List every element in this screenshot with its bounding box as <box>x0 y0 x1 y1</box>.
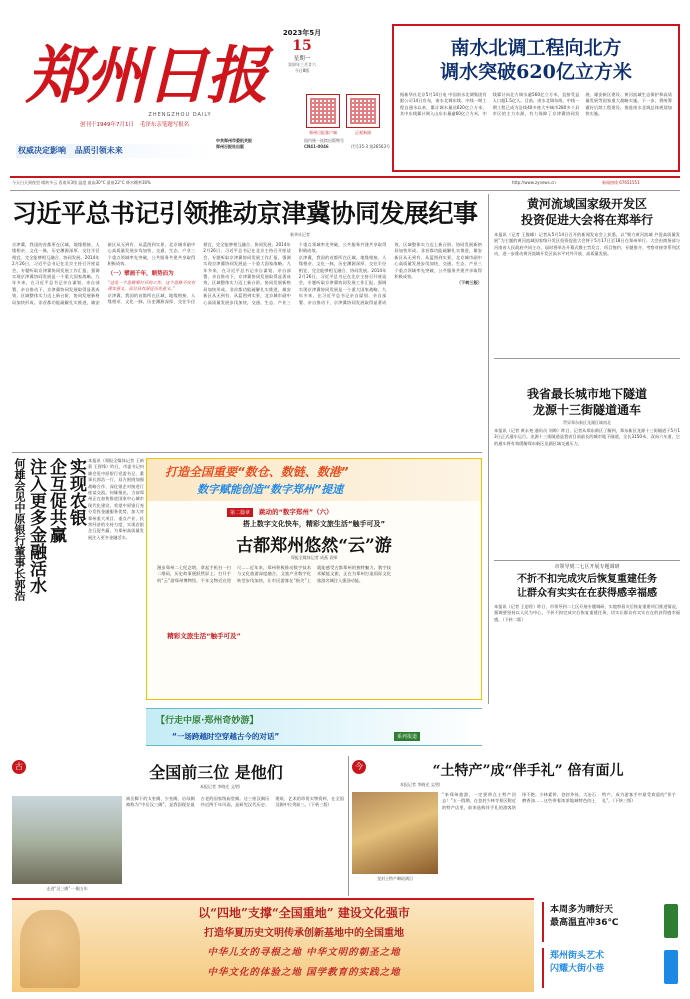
digital-section[interactable] <box>146 458 482 700</box>
lead-story-body <box>12 242 482 448</box>
digital-body: 漫步郑州二七纪念塔，拿起手机扫一扫二维码，历史故事便跃然屏上；打开手机“云”游郑州博物馆，千年文物近在咫尺……近年来，郑州积极推动数字技术与文化旅游深度融合，文旅产业数字化转型步伐加快，让市民游客在“指尖”上就能感受古都郑州的独特魅力。数字技术赋能文旅，正在为郑州打造国际文化旅游名城注入强劲动能。 <box>157 565 391 583</box>
issue-info <box>310 144 390 150</box>
right-rule-1 <box>494 358 680 359</box>
travel-divider <box>348 756 349 896</box>
digital-headline: 古都郑州悠然“云”游 <box>236 536 392 556</box>
top-story-headline-line1: 南水北调工程向北方 <box>450 37 622 59</box>
brief2-line2: 闪耀大街小巷 <box>550 964 605 974</box>
right-story-1[interactable] <box>494 196 680 356</box>
slogan-bar <box>16 144 212 158</box>
weather-rule <box>10 190 680 191</box>
right-story3-headline <box>494 573 680 601</box>
inscription: 毛泽东亲笔题写报名 <box>139 122 190 128</box>
digital-top-banner <box>147 459 481 501</box>
weather-forecast: 今天白天到夜里 晴转多云 西南风3级 温度 最高30°C 最低22°C 降水概率30% <box>12 180 151 185</box>
culture-line3: 中华儿女的寻根之地 中华文明的朝圣之地 <box>207 947 401 958</box>
top-story-box[interactable] <box>392 24 680 172</box>
left-headline-line3: 注入更多金融活水 <box>26 458 46 594</box>
right-column-divider <box>488 194 489 704</box>
series-label-tag: 第二篇章 <box>227 508 253 517</box>
weather-bar <box>12 180 678 189</box>
brief1-line1: 本周多为晴好天 <box>550 905 614 915</box>
lead-quote: “这是一个思路要打开的工作，这个思路不仅有现实意义，而且具有深远历史意义。” <box>107 280 196 292</box>
publisher-line2: 郑州日报社出版 <box>216 144 244 149</box>
qr-code-right[interactable] <box>346 94 380 128</box>
right-story2-headline <box>494 386 680 418</box>
travel-banner-sub: “一场跨越时空穿越古今的对话” <box>172 732 280 741</box>
issue-code: 代号35-3 <box>350 144 368 149</box>
travel-banner-tag: 系列报道 <box>394 732 420 741</box>
lead-story-headline[interactable]: 习近平总书记引领推动京津冀协同发展纪事 <box>12 199 478 228</box>
lead-story-byline: 新华社记者 <box>290 232 310 237</box>
travel-banner-title: 【行走中原·郑州奇妙游】 <box>156 716 259 726</box>
lead-section-title: （一）擘画千年，顺势而为 <box>107 270 174 277</box>
left-body: 本报讯（郑报全媒体记者 王新菊 王智锋）昨日，市委书记何雄会见中原银行党委书记、董事长郭浩一行，双方围绕加强战略合作、深化银企对接进行座谈交流。何雄指出，当前郑州正在加快推进国家中心城市现代化建设，希望中原银行充分发挥金融服务优势，加大对郑州重大项目、重点产业、民营经济的支持力度，实现农银企互促共赢，为郑州高质量发展注入更多金融活水。 <box>88 458 144 540</box>
travel-right-photo <box>352 792 438 874</box>
left-side-title: 何雄会见中原银行董事长郭浩 <box>13 458 26 601</box>
date-block <box>272 28 332 98</box>
brief-weather[interactable] <box>542 902 680 942</box>
publisher-line1: 中共郑州市委机关报 <box>216 138 252 143</box>
lead-body-part1: 京津冀，我国的首都所在区域，地缘相接、人缘相亲、文化一脉，历史渊源深厚、交往半径相宜，完全能够相互融合、协同发展。2014年2月26日，习近平总书记在北京主持召开座谈会，专题听取京津冀协同发展工作汇报，强调实现京津冀协同发展是一个重大国家战略。九年多来，在习近平总书记亲自谋划、亲自部署、亲自推动下，京津冀协同发展取得显著成效，区域整体实力迈上新台阶，协同发展新格局加快形成。非首都功能疏解扎实推进，雄安新区从无到有、从蓝图到实景，北京城市副中心高质量发展步伐加快，交通、生态、产业三个重点领域率先突破，公共服务共建共享取得积极成效。 <box>12 242 196 305</box>
culture-banner-art <box>20 910 80 988</box>
series-title: 跳动的“数字郑州”（六） <box>259 508 333 516</box>
qr-caption-left: 郑州日报客户端 <box>309 130 337 135</box>
right-rule-2 <box>494 560 680 561</box>
digital-inner-headline: 精彩文旅生活“触手可及” <box>167 632 241 640</box>
lunar-date: 癸卯年三月廿六 <box>288 62 316 67</box>
culture-line1: 以“四地”支撑“全国重地” 建设文化强市 <box>198 906 410 920</box>
news-hotline: 新闻热线 67651551 <box>602 180 640 185</box>
travel-right-body: “来郑州旅游，一定要带点土特产回去！”五一假期，在登封少林寺景区附近的特产店里，前来选购伴手礼的游客络绎不绝。少林素饼、登封芥丝、大冶石磨香油……这些带着浓浓地域特色的土特产，成为游客手中最受欢迎的“伴手礼”。（下转三版） <box>442 792 676 810</box>
top-story-body: 据新华社北京5月14日电 中国南水北调集团有限公司14日宣布，南水北调东线、中线一期工程自通水以来，累计调水量达620亿立方米，其中东线累计调入山东水量逾60亿立方米，中线累计向北方调水逾560亿立方米，直接受益人口超1.5亿人。目前，南水北调东线、中线一期工程已成为沿线40多座大中城市280多个县市区的主力水源，有力保障了京津冀协同发展、雄安新区建设、黄河流域生态保护和高质量发展等国家重大战略实施。下一步，将统筹做好后续工程建设，推进南水北调总体规划加快实施。 <box>400 92 672 117</box>
founded-date: 创刊于1949年7月1日 <box>80 122 134 128</box>
right-story1-headline-line2: 投资促进大会将在郑举行 <box>520 213 653 227</box>
edition-count: 今日8版 <box>294 68 310 73</box>
digital-banner-line1: 打造全国重要“数仓、数链、数港” <box>165 465 349 479</box>
left-headline-line2: 企互促共赢 <box>46 458 66 543</box>
travel-banner[interactable] <box>146 708 482 746</box>
masthead-pinyin: ZHENGZHOU DAILY <box>148 112 212 118</box>
culture-line2: 打造华夏历史文明传承创新基地中的全国重地 <box>204 928 404 939</box>
masthead-title: 郑州日报 <box>26 39 267 112</box>
culture-line4: 中华文化的体验之地 国学教育的实践之地 <box>207 967 401 978</box>
right-story-3[interactable] <box>494 564 680 700</box>
date-day: 15 <box>292 38 312 54</box>
masthead-rule <box>10 176 680 178</box>
right-story1-headline <box>494 196 680 228</box>
digital-byline: 郑报全媒体记者 成燕 袁帅 <box>290 555 338 560</box>
founded-info <box>80 122 300 129</box>
left-headline-line1: 实现农银 <box>66 458 86 526</box>
weekday: 星期一 <box>293 56 311 62</box>
travel-right-badge: 今 <box>352 760 366 774</box>
lead-continued: （下转三版） <box>456 280 482 286</box>
travel-right-byline: 本报记者 李晓光 文/图 <box>400 782 440 787</box>
publisher-info <box>216 138 396 162</box>
travel-right-headline[interactable]: “土特产”成“伴手礼” 倍有面儿 <box>432 763 624 779</box>
right-story2-headline-line1: 我省最长城市地下隧道 <box>526 387 647 401</box>
website[interactable]: http://www.zynews.cn <box>512 180 556 185</box>
right-story3-kicker: 市领导到二七区开展专题调研 <box>554 564 620 570</box>
right-story3-body: 本报讯（记者 王思俭）昨日，市领导到二七区开展专题调研，实地察看灾后恢复重建项目推进情况，强调要坚持以人民为中心，不折不扣完成灾后恢复重建任务，切实让群众有实实在在的获得感幸福感。（下转二版） <box>494 604 680 622</box>
travel-left-body: 嵩岳脚下的太室阙、少室阙、启母阙被称为“中岳汉三阙”，是我国现存最古老的国家级庙堂阙。这三座汉阙历经近两千年风雨，是研究汉代历史、建筑、艺术的珍贵实物资料，在全国汉阙中位列前三。（下转三版） <box>126 796 344 808</box>
top-story-headline-line2: 调水突破620亿立方米 <box>440 61 632 83</box>
travel-right-caption: 登封土特产琳琅满目 <box>377 876 413 881</box>
brief-tag-2 <box>664 950 678 984</box>
serial-line2: CN41-0046 <box>304 144 329 149</box>
right-story-2[interactable] <box>494 386 680 541</box>
right-story2-body: 本报讯（记者 黄永尧 通讯员 刘帅）昨日，记者从郑东新区了解到，郑东新区龙源十三街隧道于5月13日正式通车运行。龙源十三街隧道是我省目前最长的城市地下隧道，全长3150米，双向六车道，它的通车将有效缓解郑东新区龙湖区域交通压力。 <box>494 428 680 446</box>
travel-left-byline: 本报记者 李晓光 文/图 <box>200 784 240 789</box>
left-headline[interactable] <box>28 458 86 608</box>
travel-left-badge: 古 <box>12 760 26 774</box>
slogan-right: 品质引领未来 <box>74 146 123 155</box>
brief-art[interactable] <box>542 948 680 988</box>
lead-body-part2: 京津冀，我国的首都所在区域，地缘相接、人缘相亲、文化一脉，历史渊源深厚、交往半径相宜，完全能够相互融合、协同发展。2014年2月26日，习近平总书记在北京主持召开座谈会，专题听取京津冀协同发展工作汇报，强调实现京津冀协同发展是一个重大国家战略。九年多来，在习近平总书记亲自谋划、亲自部署、亲自推动下，京津冀协同发展取得显著成效，区域整体实力迈上新台阶，协同发展新格局加快形成。非首都功能疏解扎实推进，雄安新区从无到有、从蓝图到实景，北京城市副中心高质量发展步伐加快，交通、生态、产业三个重点领域率先突破，公共服务共建共享取得积极成效。 <box>107 242 387 305</box>
right-story2-subhead: 贯穿郑东新区龙湖区域南北 <box>563 420 611 425</box>
travel-left-headline[interactable]: 全国前三位 是他们 <box>149 763 283 782</box>
top-story-headline <box>400 36 672 84</box>
qr-code-left[interactable] <box>306 94 340 128</box>
travel-left-caption: 走进“汉三阙”·一眼万年 <box>46 886 88 891</box>
issue-number: 第26563号 <box>369 144 390 149</box>
right-story1-body: 本报讯（记者 王俊峰）记者从5月14日召开的新闻发布会上获悉，以“聚力黄河流域 共促高质量发展”为主题的黄河流域国家级开发区投资促进大会将于5月17日至18日在郑州举行。大会由商务部与河南省人民政府共同主办，届时将举办开幕式暨主旨发言、项目签约、专题推介、考察对接等系列活动，进一步推动黄河流域开发区高水平对外开放、高质量发展。 <box>494 232 680 257</box>
date-year-month: 2023年5月 <box>282 29 322 37</box>
serial-line1: 国内统一连续出版物号 <box>304 138 344 143</box>
qr-caption-right: 正观新闻 <box>355 130 371 135</box>
travel-left-photo <box>12 796 122 884</box>
culture-banner[interactable] <box>12 898 534 992</box>
digital-series <box>227 507 427 517</box>
brief2-line1: 郑州街头艺术 <box>550 951 605 961</box>
brief1-line2: 最高温直冲36℃ <box>550 918 619 928</box>
right-story1-headline-line1: 黄河流域国家级开发区 <box>526 197 647 211</box>
lead-body-part3: 京津冀，我国的首都所在区域，地缘相接、人缘相亲、文化一脉，历史渊源深厚、交往半径相宜，完全能够相互融合、协同发展。2014年2月26日，习近平总书记在北京主持召开座谈会，专题听取京津冀协同发展工作汇报，强调实现京津冀协同发展是一个重大国家战略。九年多来，在习近平总书记亲自谋划、亲自部署、亲自推动下，京津冀协同发展取得显著成效，区域整体实力迈上新台阶，协同发展新格局加快形成。非首都功能疏解扎实推进，雄安新区从无到有、从蓝图到实景，北京城市副中心高质量发展步伐加快，交通、生态、产业三个重点领域率先突破，公共服务共建共享取得积极成效。 <box>298 242 482 305</box>
slogan-left: 权威决定影响 <box>18 146 66 155</box>
right-story2-headline-line2: 龙源十三街隧道通车 <box>532 403 641 417</box>
right-story3-headline-line2: 让群众有实实在在获得感幸福感 <box>517 588 657 599</box>
right-story3-headline-line1: 不折不扣完成灾后恢复重建任务 <box>517 574 657 585</box>
brief-tag-1 <box>664 904 678 938</box>
digital-subhead: 搭上数字文化快车，精彩文旅生活“触手可及” <box>242 520 386 528</box>
lead-story-section <box>12 242 482 448</box>
digital-banner-line2: 数字赋能创造“数字郑州”提速 <box>197 483 344 496</box>
lead-bottom-rule <box>12 452 482 453</box>
